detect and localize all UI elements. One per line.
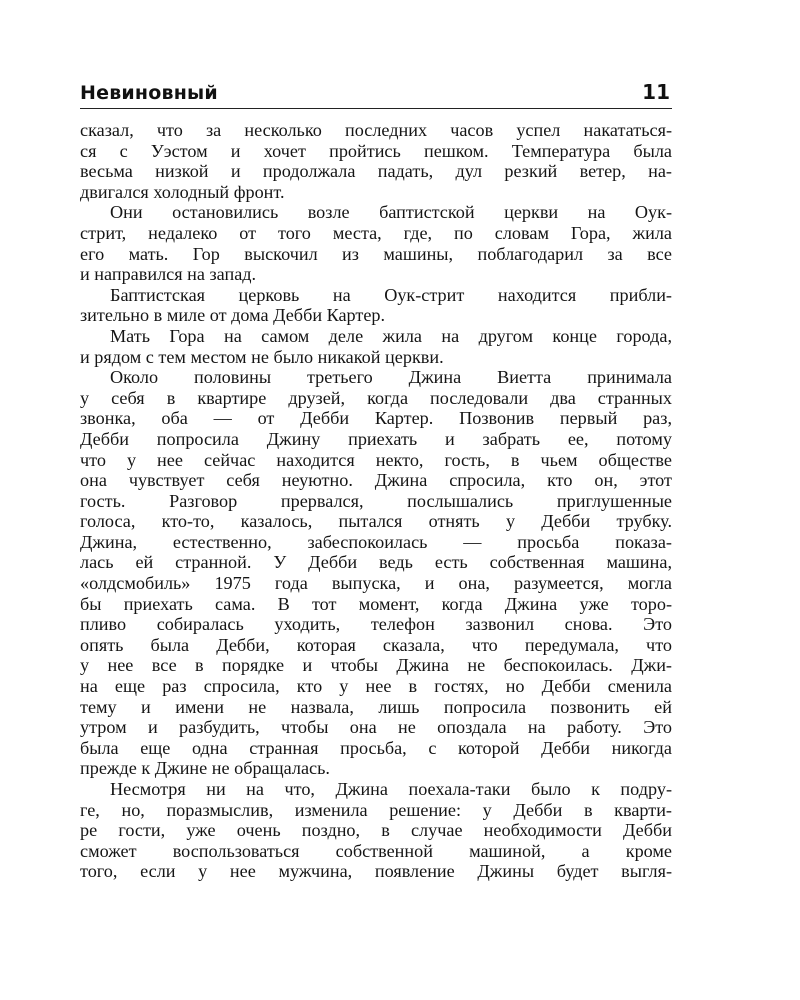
text-line: его мать. Гор выскочил из машины, поблагодарил за все: [80, 243, 672, 264]
text-line: и направился на запад.: [80, 264, 257, 285]
text-line: сказал, что за несколько последних часов успел накататься-: [80, 120, 672, 140]
text-line: стрит, недалеко от того места, где, по словам Гора, жила: [80, 222, 672, 243]
text-line: Они остановились возле баптистской церкви на Оук-: [110, 202, 672, 223]
text-line: тему и имени не назвала, лишь попросила позвонить ей: [80, 696, 672, 717]
book-title: Невиновный: [80, 82, 218, 104]
text-line: прежде к Джине не обращалась.: [80, 758, 330, 779]
text-line: того, если у нее мужчина, появление Джины будет выгля-: [80, 861, 672, 882]
body-text: [80, 120, 672, 882]
text-line: она чувствует себя неуютно. Джина спросила, кто он, этот: [80, 470, 672, 491]
text-line: бы приехать сама. В тот момент, когда Джина уже торо-: [80, 593, 672, 614]
text-line: Мать Гора на самом деле жила на другом конце города,: [110, 325, 672, 346]
page-number: 11: [642, 80, 670, 104]
text-line: ре гости, уже очень поздно, в случае необходимости Дебби: [80, 820, 672, 841]
text-line: двигался холодный фронт.: [80, 181, 285, 202]
text-line: ге, но, поразмыслив, изменила решение: у Дебби в кварти-: [80, 799, 672, 820]
text-line: голоса, кто-то, казалось, пытался отнять у Дебби трубку.: [80, 511, 672, 532]
text-line: что у нее сейчас находится некто, гость, в чьем обществе: [80, 449, 672, 470]
text-line: Несмотря ни на что, Джина поехала-таки было к подру-: [110, 779, 672, 799]
text-line: и рядом с тем местом не было никакой церкви.: [80, 346, 444, 367]
text-line: «олдсмобиль» 1975 года выпуска, и она, разумеется, могла: [80, 573, 672, 594]
text-line: лась ей странной. У Дебби ведь есть собственная машина,: [80, 552, 672, 573]
text-line: гость. Разговор прервался, послышались приглушенные: [80, 490, 672, 511]
text-line: Баптистская церковь на Оук-стрит находится прибли-: [110, 284, 672, 305]
text-line: зительно в миле от дома Дебби Картер.: [80, 305, 386, 326]
text-line: утром и разбудить, чтобы она не опоздала на работу. Это: [80, 717, 672, 738]
text-line: опять была Дебби, которая сказала, что передумала, что: [80, 634, 672, 655]
text-line: сможет воспользоваться собственной машиной, а кроме: [80, 840, 672, 861]
text-line: Около половины третьего Джина Виетта принимала: [110, 367, 672, 388]
text-line: у нее все в порядке и чтобы Джина не беспокоилась. Джи-: [80, 655, 672, 676]
text-line: у себя в квартире друзей, когда последовали два странных: [80, 387, 672, 408]
text-line: на еще раз спросила, кто у нее в гостях, но Дебби сменила: [80, 676, 672, 697]
text-line: Джина, естественно, забеспокоилась — просьба показа-: [80, 531, 672, 552]
text-line: была еще одна странная просьба, с которой Дебби никогда: [80, 737, 672, 758]
text-line: ся с Уэстом и хочет пройтись пешком. Температура была: [80, 140, 672, 161]
text-line: Дебби попросила Джину приехать и забрать ее, потому: [80, 428, 672, 449]
text-line: весьма низкой и продолжала падать, дул резкий ветер, на-: [80, 161, 672, 182]
running-header: [80, 78, 672, 109]
text-line: пливо собиралась уходить, телефон зазвонил снова. Это: [80, 614, 672, 635]
text-line: звонка, оба — от Дебби Картер. Позвонив первый раз,: [80, 408, 672, 429]
